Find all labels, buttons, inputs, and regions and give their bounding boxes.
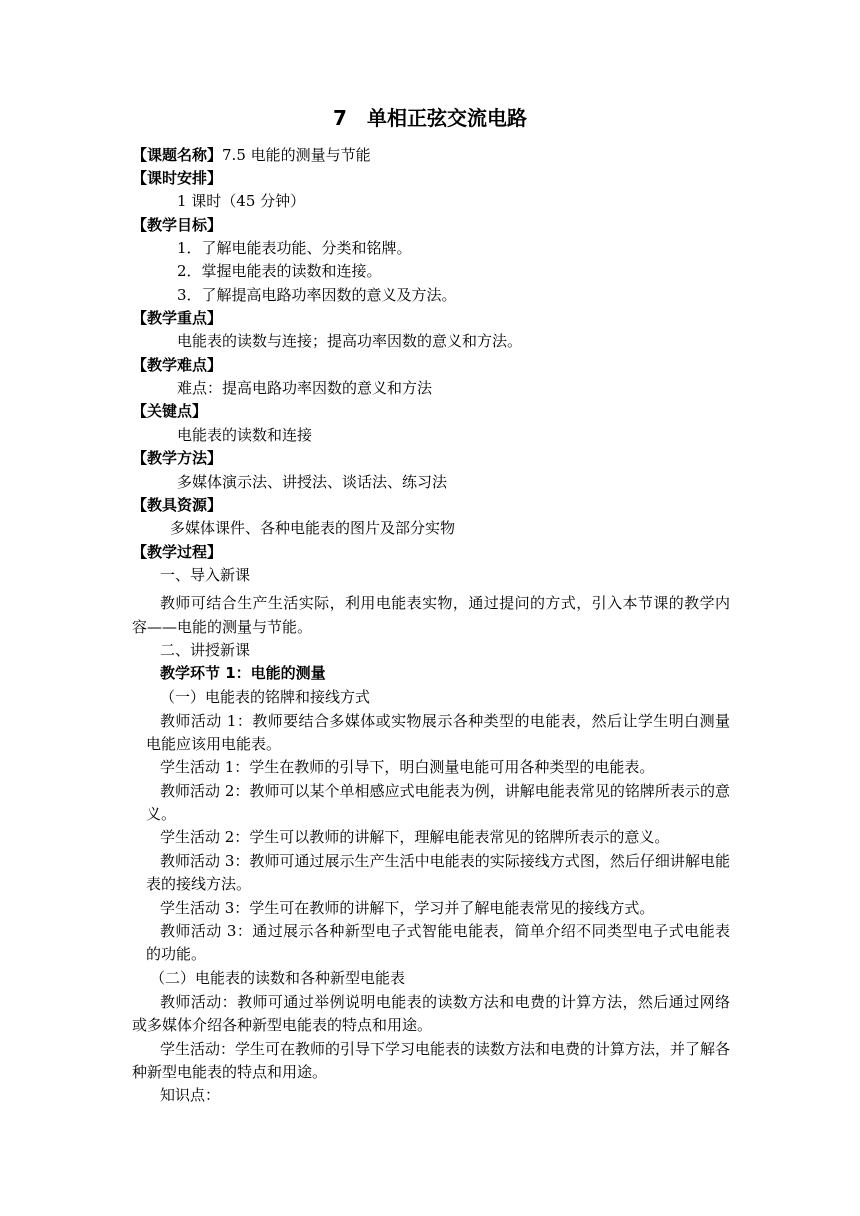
paragraph-line: 教师活动 3：通过展示各种新型电子式智能电能表，简单介绍不同类型电子式电能表	[160, 922, 730, 940]
text-line: 二、讲授新课	[160, 641, 251, 659]
paragraph-line: 义。	[146, 805, 177, 823]
text-line: 一、导入新课	[160, 566, 251, 584]
section-heading: 【教学过程】	[132, 543, 223, 561]
paragraph-line: 学生活动：学生可在教师的引导下学习电能表的读数方法和电费的计算方法，并了解各	[160, 1040, 731, 1058]
paragraph-line: 或多媒体介绍各种新型电能表的特点和用途。	[132, 1016, 433, 1034]
section-heading: 【教学方法】	[132, 449, 223, 467]
section-heading: 【教学目标】	[132, 216, 223, 234]
section-heading: 【教具资源】	[132, 496, 223, 514]
list-item: 3．了解提高电路功率因数的意义及方法。	[177, 286, 457, 304]
document-title: 7 单相正弦交流电路	[333, 106, 527, 130]
section-heading: 【教学重点】	[132, 309, 223, 327]
paragraph-line: 教师活动 2：教师可以某个单相感应式电能表为例，讲解电能表常见的铭牌所表示的意	[160, 782, 730, 800]
section-heading: 【课时安排】	[132, 169, 223, 187]
text-line: 电能表的读数和连接	[177, 426, 313, 444]
section-heading: 【关键点】	[132, 402, 208, 420]
text-line: 学生活动 2：学生可以教师的讲解下，理解电能表常见的铭牌所表示的意义。	[160, 828, 670, 846]
paragraph-line: 教师活动：教师可通过举例说明电能表的读数方法和电费的计算方法，然后通过网络	[160, 993, 730, 1011]
paragraph-line: 表的接线方法。	[146, 875, 252, 893]
subsection-heading: 教学环节 1：电能的测量	[160, 664, 326, 682]
lesson-name-line: 【课题名称】7.5 电能的测量与节能	[132, 146, 371, 164]
paragraph-line: 容——电能的测量与节能。	[132, 618, 313, 636]
section-heading: 【教学难点】	[132, 356, 223, 374]
paragraph-line: 教师活动 1：教师要结合多媒体或实物展示各种类型的电能表，然后让学生明白测量	[160, 712, 730, 730]
list-item: 2．掌握电能表的读数和连接。	[177, 262, 382, 280]
list-item: 1．了解电能表功能、分类和铭牌。	[177, 239, 412, 257]
paragraph-line: 电能应该用电能表。	[146, 735, 282, 753]
text-line: 1 课时（45 分钟）	[177, 192, 306, 210]
text-line: 多媒体演示法、讲授法、谈话法、练习法	[177, 473, 448, 491]
paragraph-line: 教师活动 3：教师可通过展示生产生活中电能表的实际接线方式图，然后仔细讲解电能	[160, 852, 730, 870]
text-line: 学生活动 3：学生可在教师的讲解下，学习并了解电能表常见的接线方式。	[160, 899, 655, 917]
text-line: 知识点：	[160, 1086, 221, 1104]
text-line: （一）电能表的铭牌和接线方式	[160, 688, 371, 706]
text-line: 学生活动 1：学生在教师的引导下，明白测量电能可用各种类型的电能表。	[160, 758, 655, 776]
text-line: （二）电能表的读数和各种新型电能表	[150, 969, 406, 987]
paragraph-line: 教师可结合生产生活实际，利用电能表实物，通过提问的方式，引入本节课的教学内	[160, 594, 730, 612]
text-line: 难点：提高电路功率因数的意义和方法	[177, 379, 433, 397]
paragraph-line: 种新型电能表的特点和用途。	[132, 1063, 328, 1081]
paragraph-line: 的功能。	[146, 945, 207, 963]
text-line: 多媒体课件、各种电能表的图片及部分实物	[170, 519, 456, 537]
text-line: 电能表的读数与连接；提高功率因数的意义和方法。	[177, 332, 523, 350]
